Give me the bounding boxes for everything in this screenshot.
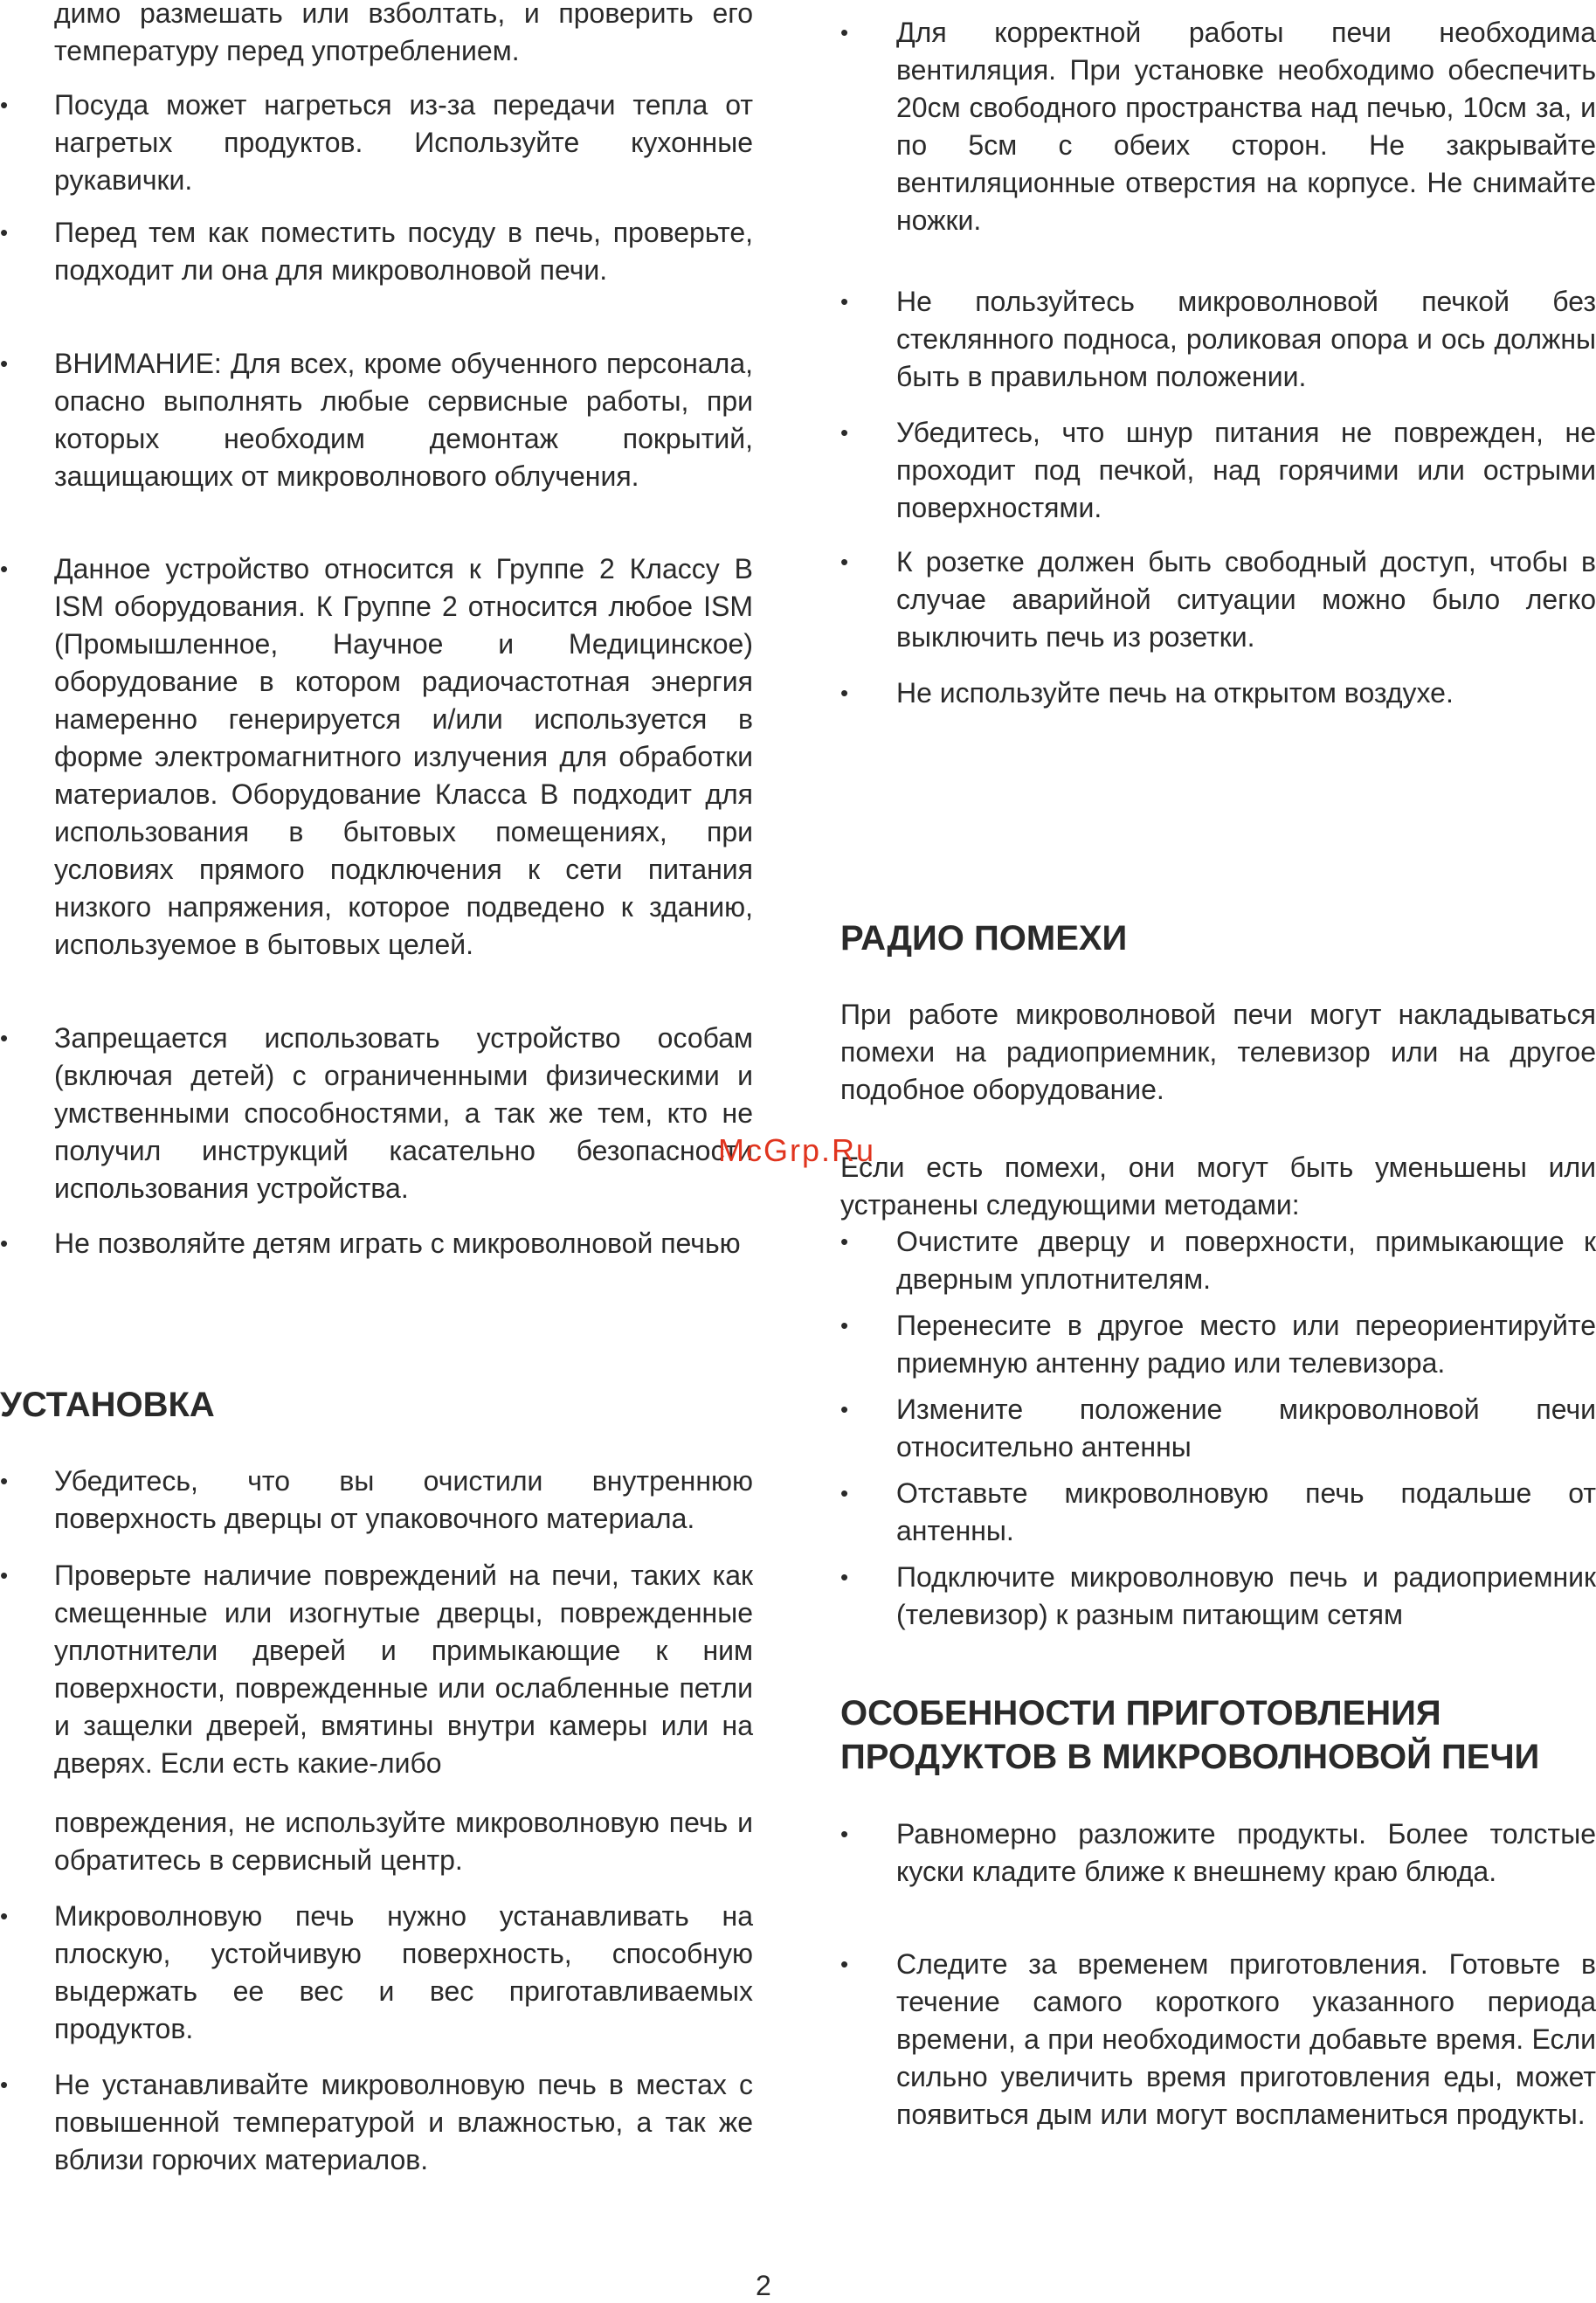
list-item-text: Равномерно разложите продукты. Более толстые куски кладите ближе к внешнему краю блюда. — [896, 1818, 1596, 1887]
list-item — [840, 1559, 1596, 1634]
list-item — [0, 345, 753, 495]
list-item — [840, 1223, 1596, 1298]
watermark: McGrp.Ru — [718, 1132, 876, 1168]
list-item-text: Очистите дверцу и поверхности, примыкающие к дверным уплотнителям. — [896, 1226, 1596, 1295]
list-item — [840, 1391, 1596, 1466]
list-item-text: Запрещается использовать устройство особам (включая детей) с ограниченными физическими и умственными способностями, а так же тем, кто не получил инструкций касательно безопасности использования устройства. — [54, 1022, 753, 1204]
bullet-icon: • — [840, 419, 849, 446]
bullet-icon: • — [0, 1903, 9, 1929]
list-item-text: Убедитесь, что вы очистили внутреннюю поверхность дверцы от упаковочного материала. — [54, 1465, 753, 1534]
list-item-text: Перенесите в другое место или переориентируйте приемную антенну радио или телевизора. — [896, 1310, 1596, 1379]
list-item — [840, 674, 1596, 712]
bullet-icon: • — [840, 1821, 849, 1847]
list-item — [840, 1815, 1596, 1891]
list-item — [0, 2066, 753, 2179]
list-item-text: ВНИМАНИЕ: Для всех, кроме обученного персонала, опасно выполнять любые сервисные работы, при которых необходим демонтаж покрытий, защищающих от микроволнового облучения. — [54, 348, 753, 492]
list-item — [0, 550, 753, 964]
list-item — [840, 414, 1596, 527]
paragraph: Если есть помехи, они могут быть уменьшены или устранены следующими методами: — [840, 1152, 1596, 1221]
bullet-icon: • — [840, 1396, 849, 1422]
list-item-text: Проверьте наличие повреждений на печи, таких как смещенные или изогнутые дверцы, поврежденные уплотнители дверей и примыкающие к ним поверхности, поврежденные или ослабленные петли и защелки дверей, вмятины внутри камеры или на дверях. Если есть какие-либо — [54, 1560, 753, 1779]
list-item-text: Не используйте печь на открытом воздухе. — [896, 677, 1454, 709]
bullet-icon: • — [840, 1951, 849, 1977]
list-item — [0, 1557, 753, 1782]
list-item-text: Перед тем как поместить посуду в печь, проверьте, подходит ли она для микроволновой печи. — [54, 217, 753, 286]
continued-paragraph: повреждения, не используйте микроволновую печь и обратитесь в сервисный центр. — [54, 1807, 753, 1876]
list-item — [0, 86, 753, 199]
bullet-icon: • — [0, 1468, 9, 1494]
list-item-text: Убедитесь, что шнур питания не поврежден, не проходит под печкой, над горячими или острыми поверхностями. — [896, 417, 1596, 523]
page-number: 2 — [756, 2270, 771, 2301]
list-item — [840, 1475, 1596, 1550]
bullet-icon: • — [0, 1562, 9, 1588]
list-item-text: Подключите микроволновую печь и радиоприемник (телевизор) к разным питающим сетям — [896, 1561, 1596, 1630]
list-item — [840, 283, 1596, 396]
bullet-icon: • — [0, 92, 9, 118]
list-item-text: К розетке должен быть свободный доступ, чтобы в случае аварийной ситуации можно было легко выключить печь из розетки. — [896, 546, 1596, 653]
list-item — [840, 14, 1596, 239]
bullet-icon: • — [840, 1480, 849, 1506]
list-item-text: Следите за временем приготовления. Готовьте в течение самого короткого указанного периода времени, а при необходимости добавьте время. Если сильно увеличить время приготовления еды, может появиться дым или могут воспламениться продукты. — [896, 1948, 1596, 2130]
list-item-text: Измените положение микроволновой печи относительно антенны — [896, 1394, 1596, 1463]
bullet-icon: • — [840, 680, 849, 706]
bullet-icon: • — [0, 219, 9, 246]
list-item-text: Посуда может нагреться из-за передачи тепла от нагретых продуктов. Используйте кухонные рукавички. — [54, 89, 753, 196]
list-item — [0, 1225, 753, 1262]
bullet-icon: • — [0, 1025, 9, 1051]
list-item-text: Не устанавливайте микроволновую печь в местах с повышенной температурой и влажностью, а так же вблизи горючих материалов. — [54, 2069, 753, 2175]
list-item — [840, 543, 1596, 656]
bullet-icon: • — [840, 549, 849, 575]
section-heading-radio-interference: РАДИО ПОМЕХИ — [840, 919, 1128, 958]
bullet-icon: • — [840, 1564, 849, 1590]
bullet-icon: • — [840, 1228, 849, 1255]
bullet-icon: • — [0, 1230, 9, 1256]
list-item — [0, 1898, 753, 2048]
list-item-text: Отставьте микроволновую печь подальше от антенны. — [896, 1477, 1596, 1546]
bullet-icon: • — [840, 19, 849, 45]
section-heading-installation: УСТАНОВКА — [0, 1386, 215, 1424]
bullet-icon: • — [840, 288, 849, 315]
list-item — [0, 1463, 753, 1538]
bullet-icon: • — [0, 2071, 9, 2098]
section-heading-cooking-features: ОСОБЕННОСТИ ПРИГОТОВЛЕНИЯ ПРОДУКТОВ В МИКРОВОЛНОВОЙ ПЕЧИ — [840, 1694, 1540, 1776]
list-item-text: Не пользуйтесь микроволновой печкой без стеклянного подноса, роликовая опора и ось должны быть в правильном положении. — [896, 286, 1596, 392]
list-item — [0, 214, 753, 289]
bullet-icon: • — [840, 1312, 849, 1338]
list-item-text: Микроволновую печь нужно устанавливать на плоскую, устойчивую поверхность, способную выдержать ее вес и вес приготавливаемых продуктов. — [54, 1900, 753, 2044]
bullet-icon: • — [0, 350, 9, 377]
list-item — [0, 1020, 753, 1207]
list-item-text: Для корректной работы печи необходима вентиляция. При установке необходимо обеспечить 20см свободного пространства над печью, 10см за, и по 5см с обеих сторон. Не закрывайте вентиляционные отверстия на корпусе. Не снимайте ножки. — [896, 17, 1596, 236]
paragraph: При работе микроволновой печи могут накладываться помехи на радиоприемник, телевизор или на другое подобное оборудование. — [840, 999, 1596, 1105]
list-item — [840, 1946, 1596, 2134]
list-item-text: Не позволяйте детям играть с микроволновой печью — [54, 1228, 741, 1259]
list-item-text: Данное устройство относится к Группе 2 Классу B ISM оборудования. К Группе 2 относится любое ISM (Промышленное, Научное и Медицинское) оборудование в котором радиочастотная энергия намеренно генерируется и/или используется в форме электромагнитного излучения для обработки материалов. Оборудование Класса B подходит для использования в бытовых помещениях, при условиях прямого подключения к сети питания низкого напряжения, которое подведено к зданию, используемое в бытовых целей. — [54, 553, 753, 960]
continued-paragraph: димо размешать или взболтать, и проверить его температуру перед употреблением. — [54, 0, 753, 66]
list-item — [840, 1307, 1596, 1382]
bullet-icon: • — [0, 556, 9, 582]
